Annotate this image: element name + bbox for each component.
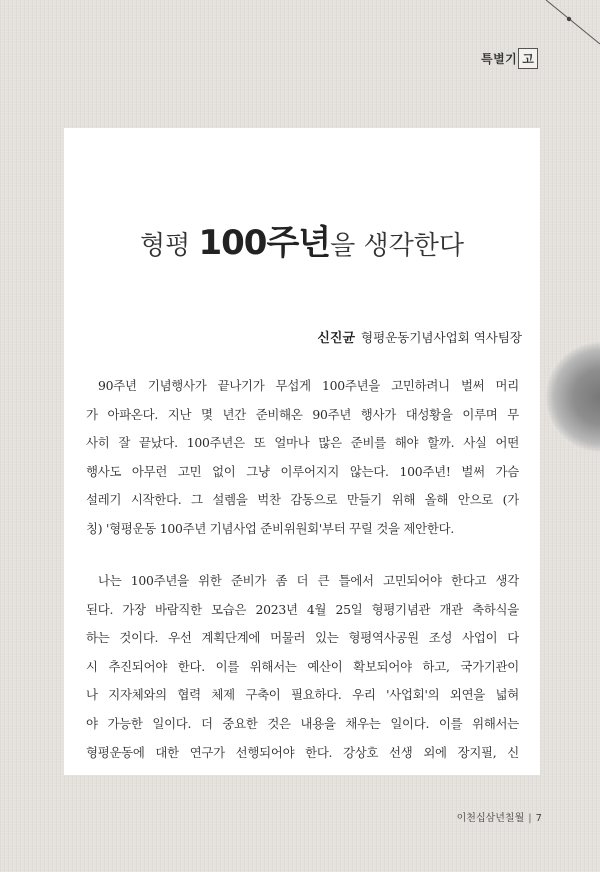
paragraph-2 <box>86 567 519 767</box>
section-tag-box: 고 <box>518 48 538 69</box>
paragraph-line: 칭) '형평운동 100주년 기념사업 준비위원회'부터 꾸릴 것을 제안한다. <box>86 520 455 536</box>
paragraph-line: 90주년 기념행사가 끝나기가 무섭게 100주년을 고민하려니 벌써 머리 <box>98 378 519 393</box>
paragraph-line: 시 추진되어야 한다. 이를 위해서는 예산이 확보되어야 하고, 국가기관이 <box>86 658 519 674</box>
paragraph-line: 행사도 아무런 고민 없이 그냥 이루어지지 않는다. 100주년! 벌써 가슴 <box>86 463 519 479</box>
author-affiliation: 형평운동기념사업회 역사팀장 <box>361 330 522 345</box>
author-name: 신진균 <box>317 331 356 346</box>
publication-name: 이천십삼년칠월 <box>456 813 525 824</box>
decorative-gray-circle <box>546 342 600 452</box>
paragraph-1 <box>86 372 519 544</box>
paragraph-line: 가 아파온다. 지난 몇 년간 준비해온 90주년 행사가 대성황을 이루며 무 <box>86 406 519 422</box>
page-footer <box>457 809 542 824</box>
paragraph-line: 나 지자체와의 협력 체제 구축이 필요하다. 우리 '사업회'의 외연을 넓혀 <box>86 687 519 703</box>
section-tag-main: 특별기 <box>481 52 518 66</box>
title-prefix: 형평 <box>139 231 199 261</box>
paragraph-line: 형평운동에 대한 연구가 선행되어야 한다. 강상호 선생 외에 장지필, 신 <box>86 744 519 760</box>
title-emphasis: 100주년 <box>198 223 331 263</box>
section-tag <box>481 48 538 69</box>
paragraph-line: 된다. 가장 바람직한 모습은 2023년 4월 25일 형평기념관 개관 축하식을 <box>86 601 519 617</box>
paragraph-line: 나는 100주년을 위한 준비가 좀 더 큰 틀에서 고민되어야 한다고 생각 <box>98 573 519 588</box>
byline <box>317 327 522 346</box>
article-title <box>64 215 540 264</box>
paragraph-line: 하는 것이다. 우선 계획단계에 머물러 있는 형평역사공원 조성 사업이 다 <box>86 630 519 646</box>
paragraph-line: 설레기 시작한다. 그 설렘을 벅찬 감동으로 만들기 위해 올해 안으로 (가 <box>86 492 519 508</box>
footer-separator: | <box>528 813 532 824</box>
paragraph-line: 사히 잘 끝났다. 100주년은 또 얼마나 많은 준비를 해야 할까. 사실 어떤 <box>86 435 519 451</box>
page-number: 7 <box>535 813 542 824</box>
corner-decoration-line <box>540 0 600 60</box>
title-suffix: 을 생각한다 <box>330 231 465 261</box>
paragraph-line: 야 가능한 일이다. 더 중요한 것은 내용을 채우는 일이다. 이를 위해서는 <box>86 715 519 731</box>
